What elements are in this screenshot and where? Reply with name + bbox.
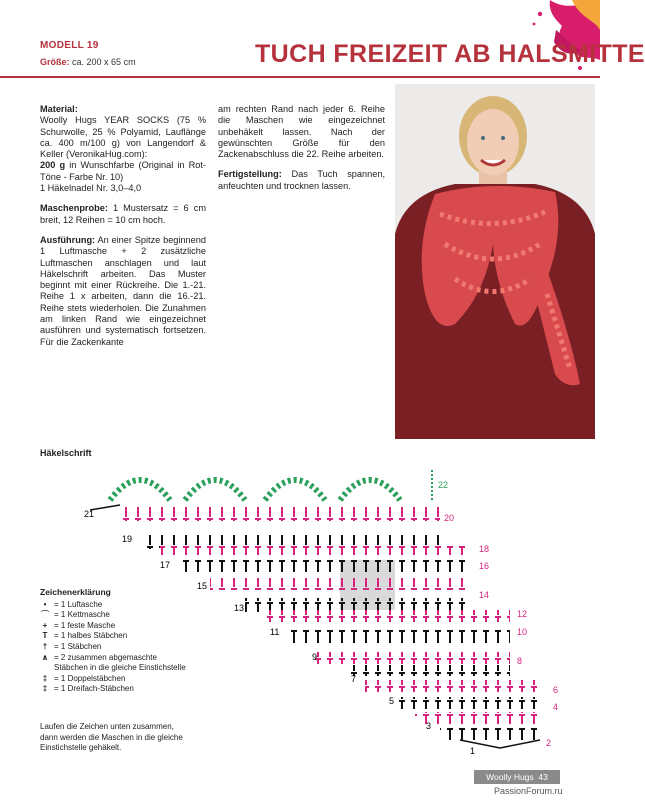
row-label-right: 18 [479,544,490,554]
row-label-right: 16 [479,561,490,571]
footer-label: Woolly Hugs [486,772,534,782]
size-info [40,57,136,67]
half-double-icon: T [42,631,48,641]
legend-text: = 1 Dreifach-Stäbchen [54,684,134,694]
size-label: Größe: [40,57,70,67]
instructions-section [40,235,206,348]
legend-note: Laufen die Zeichen unten zusammen, dann werden die Maschen in die gleiche Einstichstelle gehäkelt. [40,722,183,752]
header-rule [0,76,600,78]
legend-heading: Zeichenerklärung [40,587,111,597]
triple-treble-icon: ‡ [42,684,48,694]
row-label-left: 5 [389,696,395,706]
legend-item [40,642,190,653]
slip-stitch-icon: ⌒ [41,610,49,620]
cluster-icon: ∧ [41,652,49,662]
legend-item [40,684,190,695]
model-number: MODELL 19 [40,40,99,51]
gauge-heading: Maschenprobe: [40,203,108,214]
row-label-left: 15 [197,581,208,591]
row-label-right: 6 [553,685,559,695]
row-label-right: 8 [517,656,523,666]
row-label-right: 12 [517,609,528,619]
legend-text: = 1 Doppelstäbchen [54,673,126,683]
legend-text: = 1 feste Masche [54,620,116,630]
gauge-section [40,203,206,226]
watermark: PassionForum.ru [494,786,563,796]
legend-text: = 1 Luftasche [54,599,103,609]
row-label-left: 19 [122,534,133,544]
legend-item [40,621,190,632]
row-label-left: 7 [351,674,357,684]
treble-icon: ‡ [42,673,48,683]
material-amount: 200 g [40,160,66,171]
finishing-text: Das Tuch spannen, anfeuchten und trocknen lassen. [218,169,385,191]
row-label-left: 3 [426,721,432,731]
page-footer [474,770,560,784]
material-amount-text: in Wunschfarbe (Original in Rot-Töne - Farbe Nr. 10) [40,160,206,182]
size-value: ca. 200 x 65 cm [72,57,136,67]
gauge-text: 1 Mustersatz = 6 cm breit, 12 Reihen = 10 cm hoch. [40,203,206,225]
row-label-left: 11 [270,627,280,637]
row-label-left: 13 [234,603,245,613]
finishing-heading: Fertigstellung: [218,169,282,180]
diagram-title: Häkelschrift [40,448,92,458]
text-column-2 [218,104,385,201]
row-label-left: 21 [84,509,95,519]
legend [40,587,190,695]
material-section [40,104,206,194]
material-heading: Material: [40,104,78,114]
legend-item [40,610,190,621]
single-crochet-icon: + [42,620,48,630]
page-title: TUCH FREIZEIT AB HALSMITTE [255,40,645,68]
legend-text: = 1 Stäbchen [54,641,102,651]
row-label-right: 14 [479,590,490,600]
legend-item [40,674,190,685]
row-label-left: 9 [312,652,318,662]
legend-text: = 1 Kettmasche [54,610,110,620]
row-label-left: 1 [470,746,476,756]
instructions-text: An einer Spitze beginnend 1 Luftmasche + 2 zusätzliche Luftmaschen anschlagen und laut Häkelschrift arbeiten. Das Muster beginnt mit einer Rückreihe. Die 1.-21. Reihe 1 x arbeiten, dann die 16.-21. Reihe stets wiederholen. Die Zunahmen am linken Rand wie eingezeichnet ausführen und systematisch fortsetzen. Für die Zackenkante [40,234,207,347]
row-label-left: 17 [160,560,171,570]
legend-item [40,600,190,611]
row-label-right: 4 [553,702,559,712]
legend-text: = 1 halbes Stäbchen [54,631,128,641]
finishing-section [218,169,385,192]
instructions-heading: Ausführung: [40,234,96,245]
row-label-right: 22 [438,480,449,490]
instructions-continued: am rechten Rand nach jeder 6. Reihe die Maschen wie eingezeichnet unbehäkelt lassen. Nach der gewünschten Größe für den Zackenabschluss die 22. Reihe arbeiten. [218,104,385,160]
legend-item [40,631,190,642]
chain-icon: • [43,599,47,609]
row-label-right: 10 [517,627,528,637]
material-text: Woolly Hugs YEAR SOCKS (75 % Schurwolle, 25 % Polyamid, Lauflänge ca. 400 m/100 g) von Langendorf & Keller (VeronikaHug.com): [40,115,206,160]
double-crochet-icon: † [42,641,48,651]
page-number: 43 [538,772,548,782]
row-label-right: 20 [444,513,455,523]
legend-item [40,653,190,674]
text-column-1 [40,104,206,357]
model-photo [395,84,595,439]
legend-text: = 2 zusammen abgemaschte Stäbchen in die gleiche Einstichstelle [54,652,186,673]
row-label-right: 2 [546,738,552,748]
material-tool: 1 Häkelnadel Nr. 3,0–4,0 [40,183,142,194]
